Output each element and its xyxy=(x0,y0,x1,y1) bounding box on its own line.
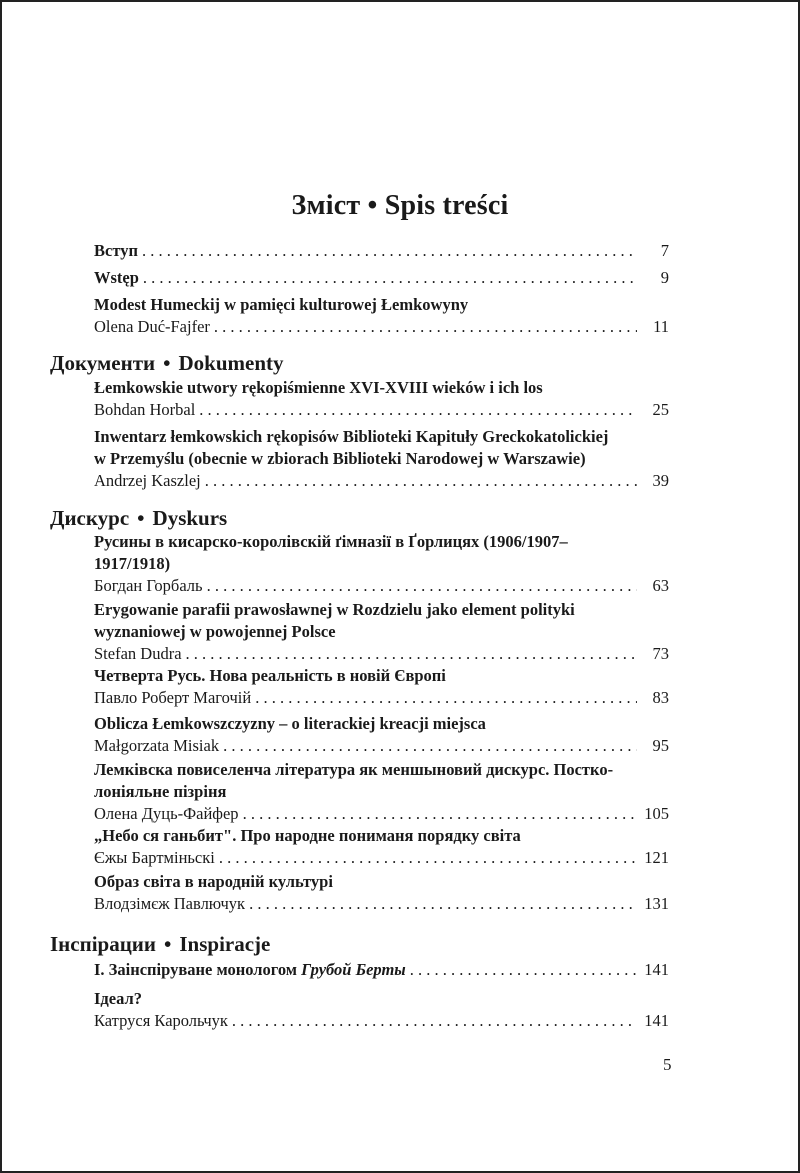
toc-entry xyxy=(94,426,669,492)
entry-author: Olena Duć-Fajfer xyxy=(94,317,210,336)
entry-page: 131 xyxy=(644,894,669,913)
entry-page: 83 xyxy=(652,688,669,707)
page-title: Зміст • Spis treści xyxy=(291,190,509,221)
dot-leader xyxy=(243,803,637,825)
entry-author: Павло Роберт Магочій xyxy=(94,688,252,707)
toc-entry xyxy=(94,294,669,338)
toc-entry xyxy=(94,377,669,421)
dot-leader xyxy=(143,267,637,289)
toc-entry xyxy=(94,825,669,869)
section-heading: Дискурс • Dyskurs xyxy=(50,506,228,530)
entry-title: Ідеал? xyxy=(94,989,142,1008)
entry-author: Катруся Карольчук xyxy=(94,1011,228,1030)
entry-title-line: Inwentarz łemkowskich rękopisów Biblioteki Kapituły Greckokatolickiej xyxy=(94,427,609,446)
page-number: 5 xyxy=(663,1055,672,1074)
entry-page: 63 xyxy=(652,576,669,595)
entry-page: 141 xyxy=(644,960,669,979)
entry-author: Stefan Dudra xyxy=(94,644,182,663)
entry-author: Єжы Бартміньскі xyxy=(94,848,215,867)
entry-title-line: лоніяльне пізріня xyxy=(94,782,227,801)
dot-leader xyxy=(205,470,637,492)
toc-entry xyxy=(94,713,669,757)
entry-title-line: Русины в кисарско-королівскій ґімназії в Ґорлицях (1906/1907– xyxy=(94,532,568,551)
entry-author: Małgorzata Misiak xyxy=(94,736,220,755)
entry-page: 7 xyxy=(660,241,669,260)
section-heading: Інспірации • Inspiracje xyxy=(50,932,271,956)
entry-title-line: w Przemyślu (obecnie w zbiorach Biblioteki Narodowej w Warszawie) xyxy=(94,449,586,468)
entry-page: 141 xyxy=(644,1011,669,1030)
entry-author: Влодзімєж Павлючук xyxy=(94,894,246,913)
dot-leader xyxy=(199,399,637,421)
dot-leader xyxy=(249,893,637,915)
entry-title: Modest Humeckij w pamięci kulturowej Łemkowyny xyxy=(94,295,469,314)
toc-entry xyxy=(94,988,669,1032)
toc-entry xyxy=(94,759,669,825)
entry-author: Bohdan Horbal xyxy=(94,400,196,419)
toc-entry xyxy=(94,240,669,262)
entry-title: Łemkowskie utwory rękopiśmienne XVI-XVIII wieków i ich los xyxy=(94,378,543,397)
section-heading: Документи • Dokumenty xyxy=(50,351,284,375)
dot-leader xyxy=(223,735,637,757)
entry-title-line: wyznaniowej w powojennej Polsce xyxy=(94,622,336,641)
entry-title-line: Лемківска повиселенча література як меншыновий дискурс. Постко- xyxy=(94,760,614,779)
entry-page: 25 xyxy=(652,400,669,419)
dot-leader xyxy=(232,1010,637,1032)
dot-leader xyxy=(255,687,637,709)
entry-title: Oblicza Łemkowszczyzny – o literackiej kreacji miejsca xyxy=(94,714,486,733)
entry-title: I. Заінспіруване монологом Грубой Берты xyxy=(94,960,406,979)
entry-title: Wstęp xyxy=(94,268,139,287)
entry-title: Четверта Русь. Нова реальність в новій Європі xyxy=(94,666,446,685)
toc-entry xyxy=(94,959,669,981)
entry-title-line: 1917/1918) xyxy=(94,554,171,573)
dot-leader xyxy=(207,575,637,597)
dot-leader xyxy=(214,316,637,338)
entry-page: 121 xyxy=(644,848,669,867)
entry-page: 73 xyxy=(652,644,669,663)
toc-entry xyxy=(94,871,669,915)
entry-page: 95 xyxy=(652,736,669,755)
entry-title: Образ світа в народній культурі xyxy=(94,872,333,891)
toc-entry xyxy=(94,599,669,665)
entry-title-line: Erygowanie parafii prawosławnej w Rozdzielu jako element polityki xyxy=(94,600,575,619)
dot-leader xyxy=(186,643,637,665)
entry-page: 11 xyxy=(653,317,669,336)
toc-entry xyxy=(94,665,669,709)
entry-title: Вступ xyxy=(94,241,138,260)
entry-title-italic: Грубой Берты xyxy=(301,960,406,979)
dot-leader xyxy=(410,959,637,981)
entry-author: Andrzej Kaszlej xyxy=(94,471,201,490)
entry-page: 39 xyxy=(652,471,669,490)
dot-leader xyxy=(142,240,637,262)
entry-author: Богдан Горбаль xyxy=(94,576,203,595)
toc-entry xyxy=(94,531,669,597)
entry-page: 105 xyxy=(644,804,669,823)
entry-title: „Небо ся ганьбит". Про народне пониманя порядку світа xyxy=(94,826,521,845)
toc-entry xyxy=(94,267,669,289)
entry-page: 9 xyxy=(660,268,669,287)
dot-leader xyxy=(219,847,637,869)
entry-author: Олена Дуць-Файфер xyxy=(94,804,239,823)
